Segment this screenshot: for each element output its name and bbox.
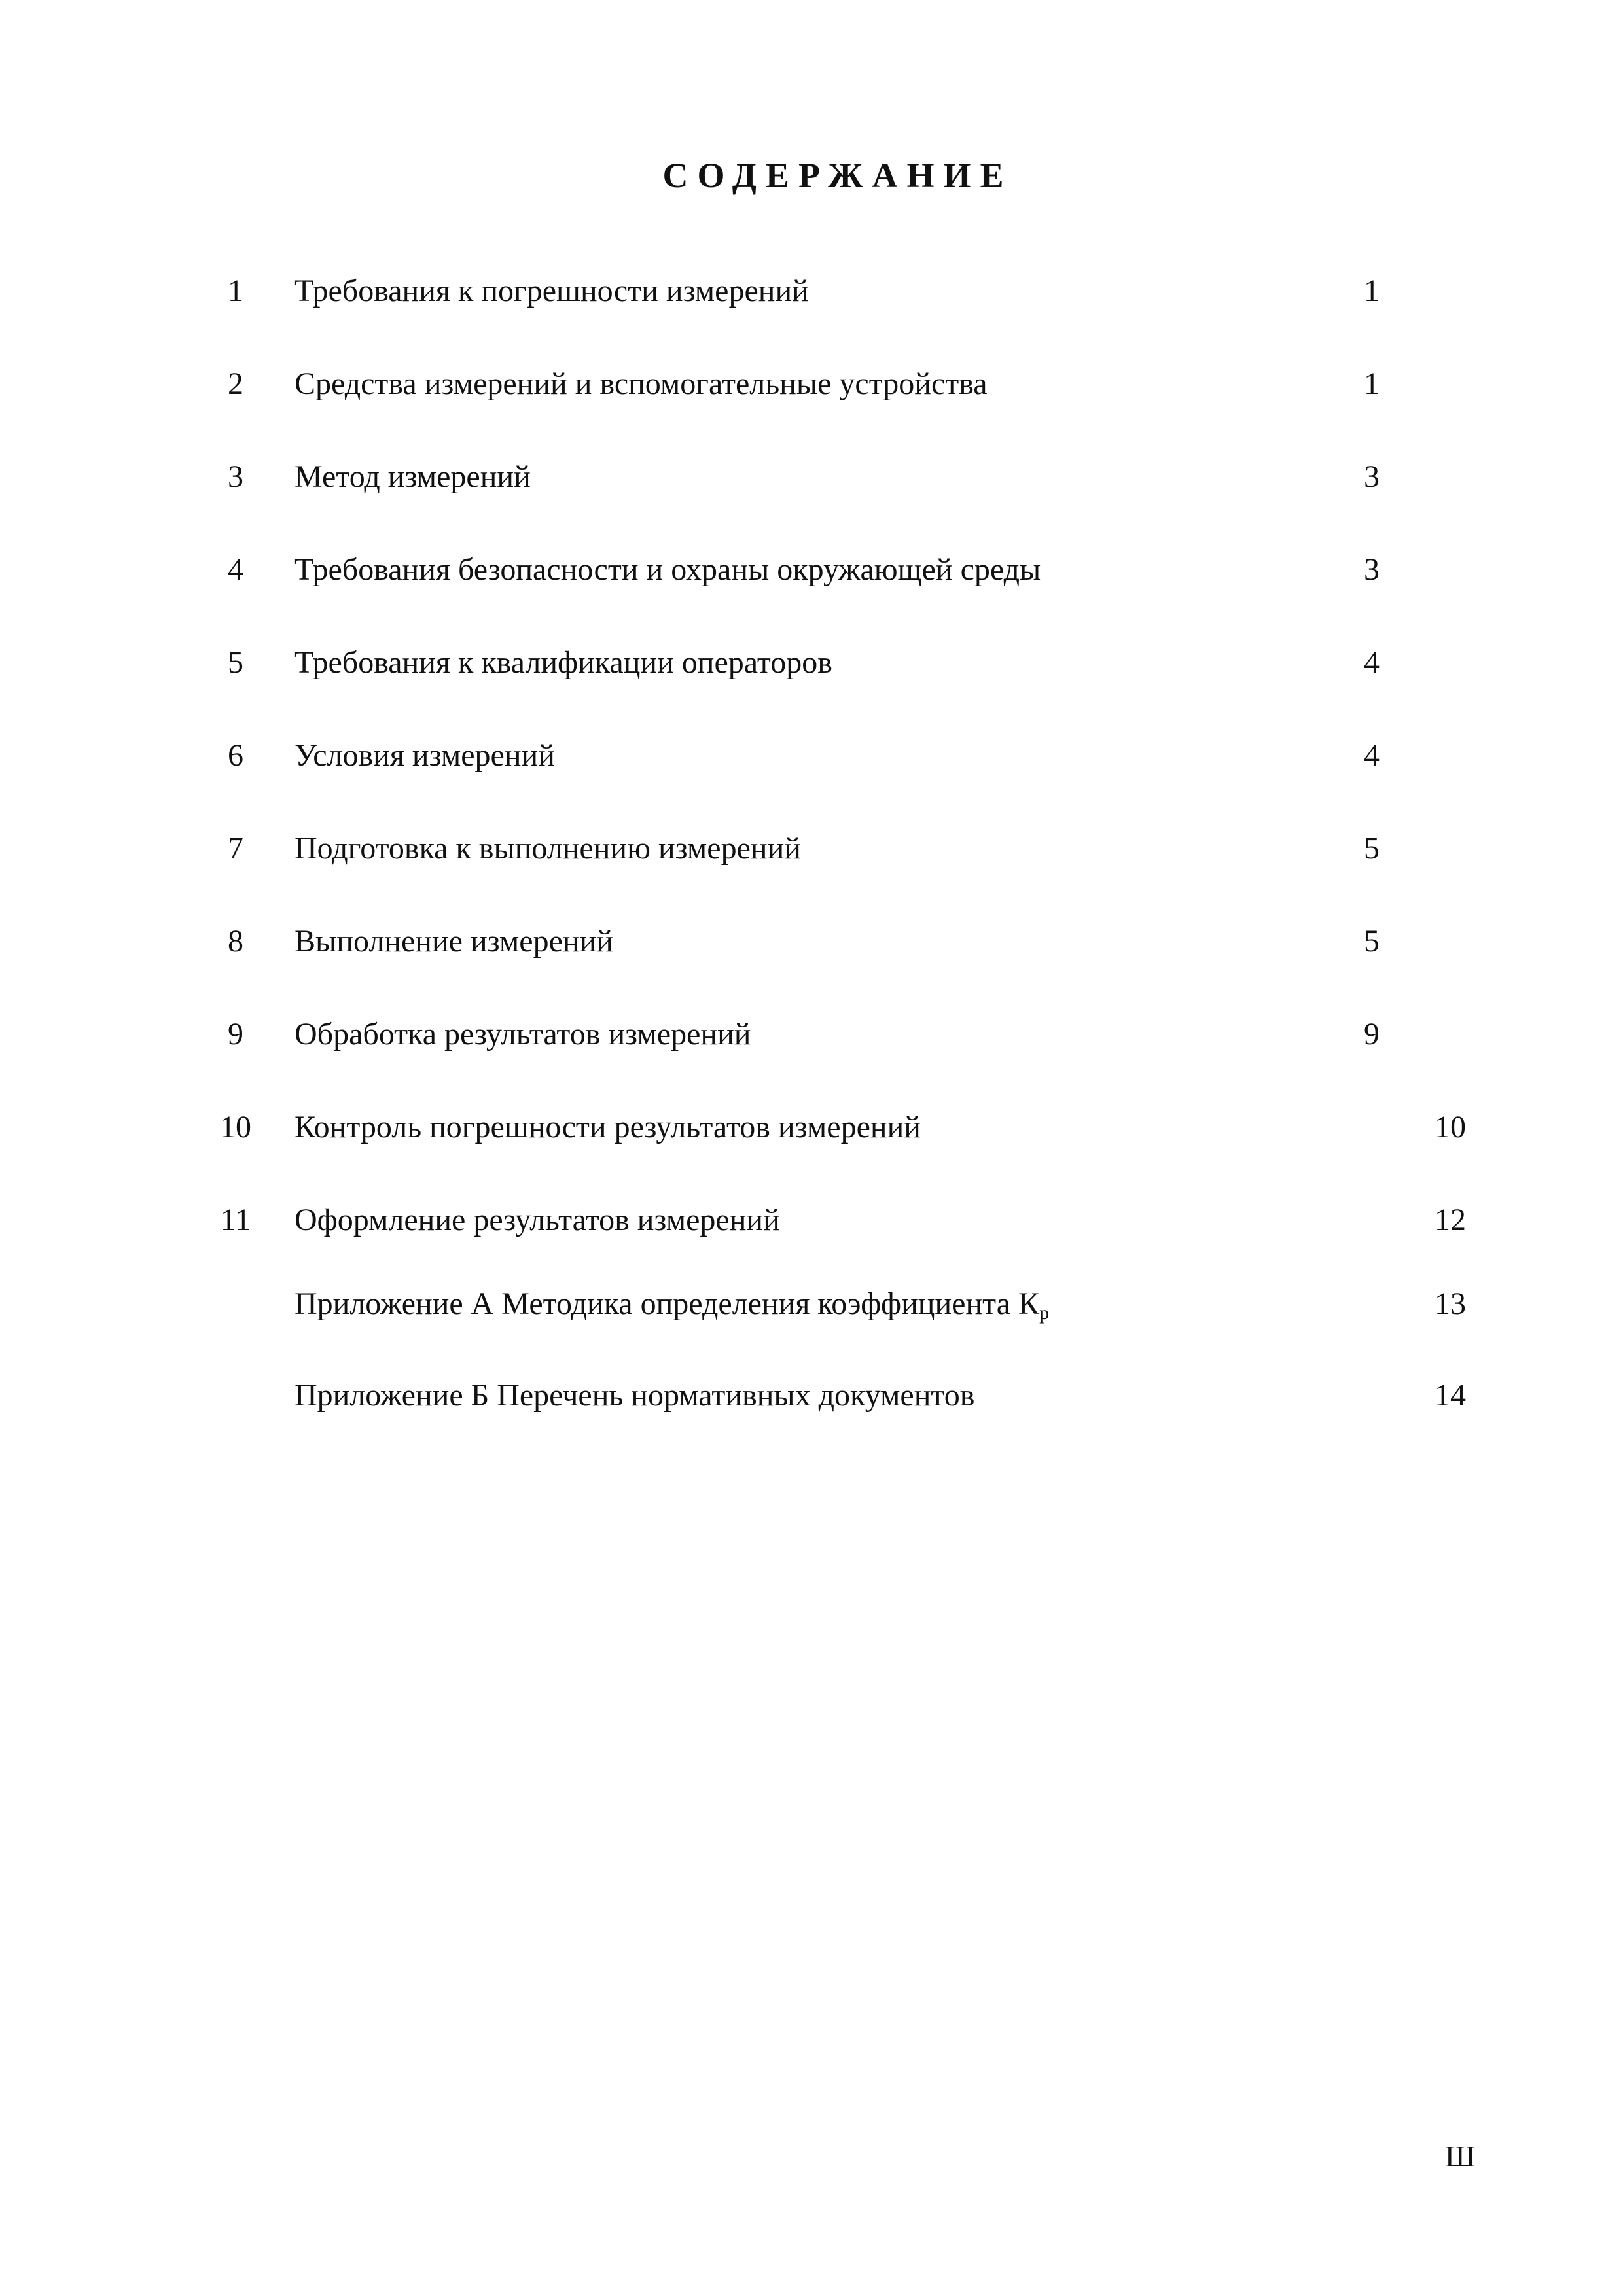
toc-entry-title: Метод измерений (294, 459, 531, 494)
toc-entry-page: 9 (1364, 1017, 1380, 1051)
toc-entry (0, 826, 1623, 872)
toc-entry-page: 14 (1435, 1378, 1466, 1413)
toc-entry-page: 10 (1435, 1110, 1466, 1144)
toc-entry-number: 4 (228, 552, 243, 587)
toc-entry-page: 13 (1435, 1286, 1466, 1321)
toc-entry-title: Оформление результатов измерений (294, 1203, 780, 1237)
toc-entry-appendix (0, 1281, 1623, 1327)
toc-entry-title: Средства измерений и вспомогательные устройства (294, 366, 988, 401)
toc-entry (0, 547, 1623, 593)
toc-entry-title: Требования к погрешности измерений (294, 274, 809, 308)
toc-entry-number: 7 (228, 831, 243, 866)
toc-entry-number: 1 (228, 274, 243, 308)
toc-entry-title: Подготовка к выполнению измерений (294, 831, 801, 866)
appendix-title-text: Приложение А Методика определения коэффициента К (294, 1286, 1040, 1321)
toc-entry-title: Выполнение измерений (294, 924, 613, 959)
toc-entry-page: 12 (1435, 1203, 1466, 1237)
toc-entry-title: Условия измерений (294, 738, 555, 773)
toc-entry (0, 268, 1623, 314)
toc-entry-number: 9 (228, 1017, 243, 1051)
toc-entry-number: 6 (228, 738, 243, 773)
toc-entry-page: 1 (1364, 274, 1380, 308)
toc-entry-title: Контроль погрешности результатов измерений (294, 1110, 921, 1144)
toc-entry (0, 733, 1623, 779)
toc-entry-appendix (0, 1373, 1623, 1419)
subscript-text: р (1039, 1302, 1050, 1324)
toc-entry (0, 919, 1623, 964)
toc-entry-number: 10 (220, 1110, 251, 1144)
toc-entry (0, 640, 1623, 686)
toc-entry-title: Требования безопасности и охраны окружающей среды (294, 552, 1041, 587)
toc-entry-page: 5 (1364, 831, 1380, 866)
toc-entry (0, 454, 1623, 500)
toc-entry-page: 3 (1364, 459, 1380, 494)
toc-entry (0, 361, 1623, 407)
toc-entry-page: 3 (1364, 552, 1380, 587)
toc-entry-number: 8 (228, 924, 243, 959)
toc-entry-number: 11 (220, 1203, 251, 1237)
toc-entry-number: 2 (228, 366, 243, 401)
toc-entry-number: 3 (228, 459, 243, 494)
page-number-mark: Ш (1445, 2140, 1476, 2173)
toc-entry-title: Приложение Б Перечень нормативных документов (294, 1378, 975, 1413)
toc-entry-page: 4 (1364, 738, 1380, 773)
toc-entry-page: 5 (1364, 924, 1380, 959)
page-title: СОДЕРЖАНИЕ (662, 156, 1013, 195)
toc-entry-page: 1 (1364, 366, 1380, 401)
toc-entry-page: 4 (1364, 645, 1380, 680)
toc-entry-title (294, 1281, 1049, 1327)
toc-entry (0, 1197, 1623, 1243)
toc-entry (0, 1104, 1623, 1150)
toc-entry (0, 1012, 1623, 1057)
toc-entry-title: Требования к квалификации операторов (294, 645, 832, 680)
toc-entry-title: Обработка результатов измерений (294, 1017, 751, 1051)
toc-entry-number: 5 (228, 645, 243, 680)
